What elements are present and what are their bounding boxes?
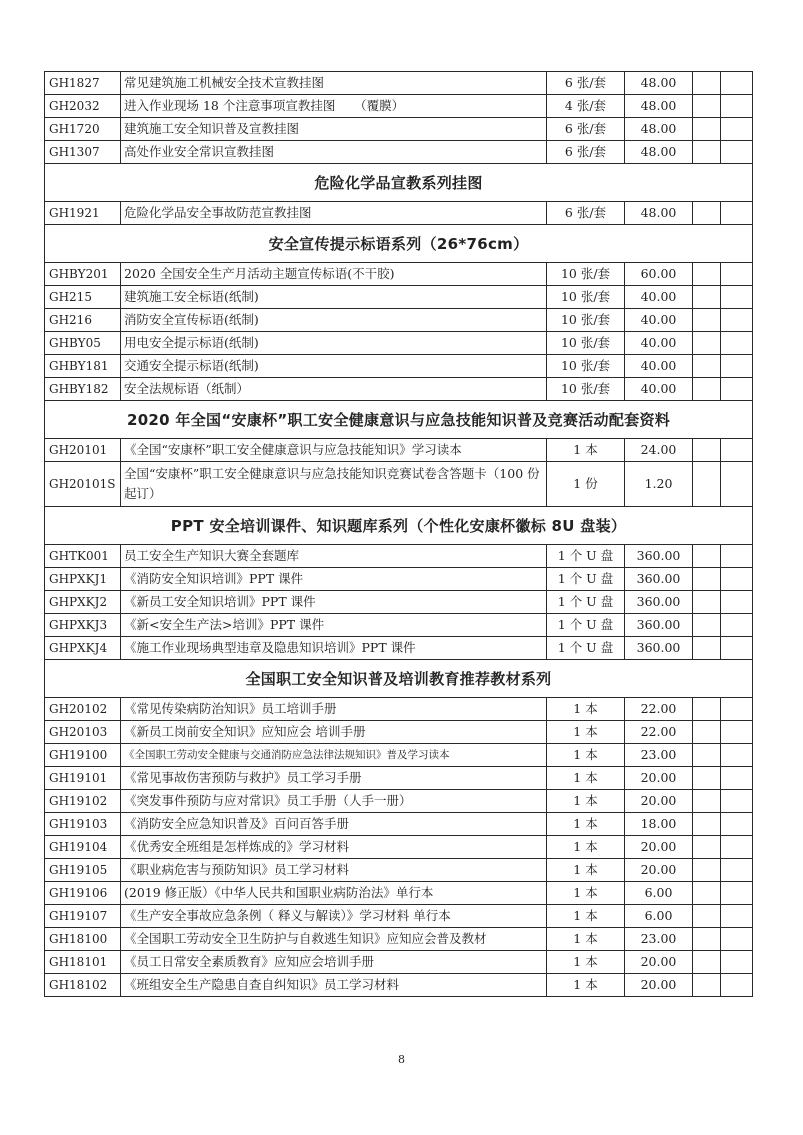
quantity-cell [693,905,721,928]
table-row [45,928,753,951]
table-row [45,462,753,507]
product-catalog-table [44,71,753,997]
price-cell: 20.00 [625,974,693,997]
unit-cell: 1 个 U 盘 [547,614,625,637]
unit-cell: 6 张/套 [547,202,625,225]
product-name-cell: 《消防安全应急知识普及》百问百答手册 [121,813,547,836]
quantity-cell [693,974,721,997]
quantity-cell [693,95,721,118]
product-code-cell: GHTK001 [45,545,121,568]
product-code-cell: GH19102 [45,790,121,813]
price-cell: 20.00 [625,836,693,859]
product-name-cell: 建筑施工安全标语(纸制) [121,286,547,309]
product-name-cell: 安全法规标语（纸制） [121,378,547,401]
amount-cell [721,141,753,164]
amount-cell [721,637,753,660]
unit-cell: 1 个 U 盘 [547,591,625,614]
price-cell: 60.00 [625,263,693,286]
table-row [45,790,753,813]
price-cell: 24.00 [625,439,693,462]
product-code-cell: GH215 [45,286,121,309]
quantity-cell [693,263,721,286]
page-number: 8 [398,1053,405,1066]
price-cell: 40.00 [625,355,693,378]
unit-cell: 10 张/套 [547,286,625,309]
unit-cell: 1 本 [547,439,625,462]
product-code-cell: GH20102 [45,698,121,721]
quantity-cell [693,591,721,614]
unit-cell: 1 本 [547,928,625,951]
product-name-cell: 高处作业安全常识宣教挂图 [121,141,547,164]
product-code-cell: GH20103 [45,721,121,744]
unit-cell: 4 张/套 [547,95,625,118]
price-cell: 22.00 [625,721,693,744]
amount-cell [721,202,753,225]
amount-cell [721,882,753,905]
table-row [45,378,753,401]
product-name-cell: 《全国职工劳动安全健康与交通消防应急法律法规知识》普及学习读本 [121,744,547,767]
table-row [45,905,753,928]
product-name-cell: 《常见传染病防治知识》员工培训手册 [121,698,547,721]
amount-cell [721,439,753,462]
product-code-cell: GH18102 [45,974,121,997]
quantity-cell [693,744,721,767]
amount-cell [721,905,753,928]
table-row [45,951,753,974]
quantity-cell [693,951,721,974]
price-cell: 20.00 [625,859,693,882]
amount-cell [721,355,753,378]
table-row [45,141,753,164]
product-name-cell: 《全国职工劳动安全卫生防护与自救逃生知识》应知应会普及教材 [121,928,547,951]
amount-cell [721,951,753,974]
product-code-cell: GH1720 [45,118,121,141]
amount-cell [721,72,753,95]
product-name-cell: 《职业病危害与预防知识》员工学习材料 [121,859,547,882]
product-name-cell: 《班组安全生产隐患自查自纠知识》员工学习材料 [121,974,547,997]
product-code-cell: GH1827 [45,72,121,95]
amount-cell [721,767,753,790]
quantity-cell [693,72,721,95]
price-cell: 48.00 [625,72,693,95]
unit-cell: 10 张/套 [547,378,625,401]
price-cell: 20.00 [625,767,693,790]
amount-cell [721,545,753,568]
product-code-cell: GHPXKJ2 [45,591,121,614]
product-name-cell: 建筑施工安全知识普及宣教挂图 [121,118,547,141]
table-row [45,95,753,118]
section-header-row [45,401,753,439]
quantity-cell [693,309,721,332]
price-cell: 48.00 [625,118,693,141]
amount-cell [721,928,753,951]
product-code-cell: GHPXKJ3 [45,614,121,637]
product-name-cell: (2019 修正版）《中华人民共和国职业病防治法》单行本 [121,882,547,905]
product-name-cell: 进入作业现场 18 个注意事项宣教挂图 （覆膜） [121,95,547,118]
table-row [45,118,753,141]
product-name-cell: 《新<安全生产法>培训》PPT 课件 [121,614,547,637]
section-title: 全国职工安全知识普及培训教育推荐教材系列 [45,660,753,698]
table-row [45,263,753,286]
product-code-cell: GHBY201 [45,263,121,286]
quantity-cell [693,859,721,882]
price-cell: 23.00 [625,928,693,951]
unit-cell: 1 本 [547,974,625,997]
section-header-row [45,660,753,698]
unit-cell: 1 本 [547,905,625,928]
table-row [45,355,753,378]
unit-cell: 1 本 [547,882,625,905]
amount-cell [721,974,753,997]
amount-cell [721,286,753,309]
quantity-cell [693,767,721,790]
price-cell: 6.00 [625,905,693,928]
price-cell: 20.00 [625,951,693,974]
product-name-cell: 2020 全国安全生产月活动主题宣传标语(不干胶) [121,263,547,286]
table-row [45,202,753,225]
amount-cell [721,118,753,141]
quantity-cell [693,568,721,591]
product-code-cell: GH19104 [45,836,121,859]
table-row [45,286,753,309]
unit-cell: 1 本 [547,859,625,882]
product-code-cell: GH18101 [45,951,121,974]
price-cell: 20.00 [625,790,693,813]
amount-cell [721,591,753,614]
table-row [45,637,753,660]
product-code-cell: GH20101 [45,439,121,462]
table-row [45,439,753,462]
unit-cell: 10 张/套 [547,332,625,355]
price-cell: 48.00 [625,202,693,225]
quantity-cell [693,836,721,859]
quantity-cell [693,355,721,378]
amount-cell [721,813,753,836]
unit-cell: 1 个 U 盘 [547,545,625,568]
product-name-cell: 危险化学品安全事故防范宣教挂图 [121,202,547,225]
table-row [45,332,753,355]
product-name-cell: 《新员工岗前安全知识》应知应会 培训手册 [121,721,547,744]
price-cell: 40.00 [625,286,693,309]
table-row [45,591,753,614]
product-code-cell: GHPXKJ4 [45,637,121,660]
quantity-cell [693,439,721,462]
quantity-cell [693,118,721,141]
product-code-cell: GH20101S [45,462,121,507]
product-name-cell: 《消防安全知识培训》PPT 课件 [121,568,547,591]
product-code-cell: GH19103 [45,813,121,836]
table-row [45,545,753,568]
unit-cell: 1 本 [547,790,625,813]
section-header-row [45,507,753,545]
price-cell: 23.00 [625,744,693,767]
quantity-cell [693,790,721,813]
price-cell: 40.00 [625,378,693,401]
product-name-cell: 《生产安全事故应急条例（ 释义与解读）》学习材料 单行本 [121,905,547,928]
unit-cell: 10 张/套 [547,263,625,286]
price-cell: 360.00 [625,591,693,614]
product-name-cell: 用电安全提示标语(纸制) [121,332,547,355]
quantity-cell [693,141,721,164]
table-row [45,767,753,790]
section-title: PPT 安全培训课件、知识题库系列（个性化安康杯徽标 8U 盘装） [45,507,753,545]
product-code-cell: GH2032 [45,95,121,118]
quantity-cell [693,545,721,568]
product-code-cell: GH1921 [45,202,121,225]
price-cell: 40.00 [625,309,693,332]
product-code-cell: GH216 [45,309,121,332]
product-code-cell: GH18100 [45,928,121,951]
product-code-cell: GHBY182 [45,378,121,401]
unit-cell: 1 本 [547,767,625,790]
product-code-cell: GHBY05 [45,332,121,355]
product-name-cell: 常见建筑施工机械安全技术宣教挂图 [121,72,547,95]
table-row [45,72,753,95]
unit-cell: 1 本 [547,836,625,859]
unit-cell: 6 张/套 [547,72,625,95]
amount-cell [721,332,753,355]
product-name-cell: 全国“安康杯”职工安全健康意识与应急技能知识竞赛试卷含答题卡（100 份起订） [121,462,547,507]
price-cell: 48.00 [625,95,693,118]
quantity-cell [693,286,721,309]
product-code-cell: GH19105 [45,859,121,882]
price-cell: 1.20 [625,462,693,507]
amount-cell [721,859,753,882]
quantity-cell [693,462,721,507]
quantity-cell [693,332,721,355]
table-row [45,882,753,905]
unit-cell: 10 张/套 [547,355,625,378]
amount-cell [721,462,753,507]
table-row [45,721,753,744]
quantity-cell [693,614,721,637]
section-title: 危险化学品宣教系列挂图 [45,164,753,202]
table-row [45,309,753,332]
unit-cell: 1 个 U 盘 [547,568,625,591]
quantity-cell [693,813,721,836]
price-cell: 360.00 [625,545,693,568]
unit-cell: 1 本 [547,951,625,974]
product-name-cell: 交通安全提示标语(纸制) [121,355,547,378]
price-cell: 6.00 [625,882,693,905]
quantity-cell [693,928,721,951]
section-title: 安全宣传提示标语系列（26*76cm） [45,225,753,263]
product-name-cell: 《常见事故伤害预防与救护》员工学习手册 [121,767,547,790]
amount-cell [721,263,753,286]
amount-cell [721,95,753,118]
price-cell: 360.00 [625,614,693,637]
amount-cell [721,790,753,813]
section-header-row [45,164,753,202]
product-code-cell: GHPXKJ1 [45,568,121,591]
price-cell: 360.00 [625,637,693,660]
product-code-cell: GH1307 [45,141,121,164]
price-cell: 18.00 [625,813,693,836]
unit-cell: 6 张/套 [547,141,625,164]
amount-cell [721,836,753,859]
unit-cell: 1 本 [547,721,625,744]
price-cell: 40.00 [625,332,693,355]
product-name-cell: 《施工作业现场典型违章及隐患知识培训》PPT 课件 [121,637,547,660]
unit-cell: 1 份 [547,462,625,507]
quantity-cell [693,698,721,721]
table-row [45,744,753,767]
price-cell: 48.00 [625,141,693,164]
unit-cell: 1 本 [547,744,625,767]
product-name-cell: 《优秀安全班组是怎样炼成的》学习材料 [121,836,547,859]
catalog-body [45,72,753,997]
price-cell: 360.00 [625,568,693,591]
table-row [45,614,753,637]
product-name-cell: 《员工日常安全素质教育》应知应会培训手册 [121,951,547,974]
amount-cell [721,568,753,591]
product-code-cell: GH19101 [45,767,121,790]
quantity-cell [693,882,721,905]
unit-cell: 6 张/套 [547,118,625,141]
product-code-cell: GH19100 [45,744,121,767]
quantity-cell [693,202,721,225]
product-name-cell: 《全国“安康杯”职工安全健康意识与应急技能知识》学习读本 [121,439,547,462]
unit-cell: 10 张/套 [547,309,625,332]
unit-cell: 1 本 [547,698,625,721]
product-name-cell: 消防安全宣传标语(纸制) [121,309,547,332]
section-title: 2020 年全国“安康杯”职工安全健康意识与应急技能知识普及竞赛活动配套资料 [45,401,753,439]
product-name-cell: 《新员工安全知识培训》PPT 课件 [121,591,547,614]
quantity-cell [693,378,721,401]
table-row [45,698,753,721]
unit-cell: 1 本 [547,813,625,836]
table-row [45,813,753,836]
product-code-cell: GHBY181 [45,355,121,378]
product-code-cell: GH19106 [45,882,121,905]
unit-cell: 1 个 U 盘 [547,637,625,660]
amount-cell [721,614,753,637]
table-row [45,836,753,859]
product-name-cell: 《突发事件预防与应对常识》员工手册（人手一册） [121,790,547,813]
product-code-cell: GH19107 [45,905,121,928]
price-cell: 22.00 [625,698,693,721]
section-header-row [45,225,753,263]
amount-cell [721,744,753,767]
table-row [45,568,753,591]
amount-cell [721,309,753,332]
quantity-cell [693,721,721,744]
amount-cell [721,698,753,721]
table-row [45,859,753,882]
quantity-cell [693,637,721,660]
table-row [45,974,753,997]
product-name-cell: 员工安全生产知识大赛全套题库 [121,545,547,568]
amount-cell [721,721,753,744]
amount-cell [721,378,753,401]
